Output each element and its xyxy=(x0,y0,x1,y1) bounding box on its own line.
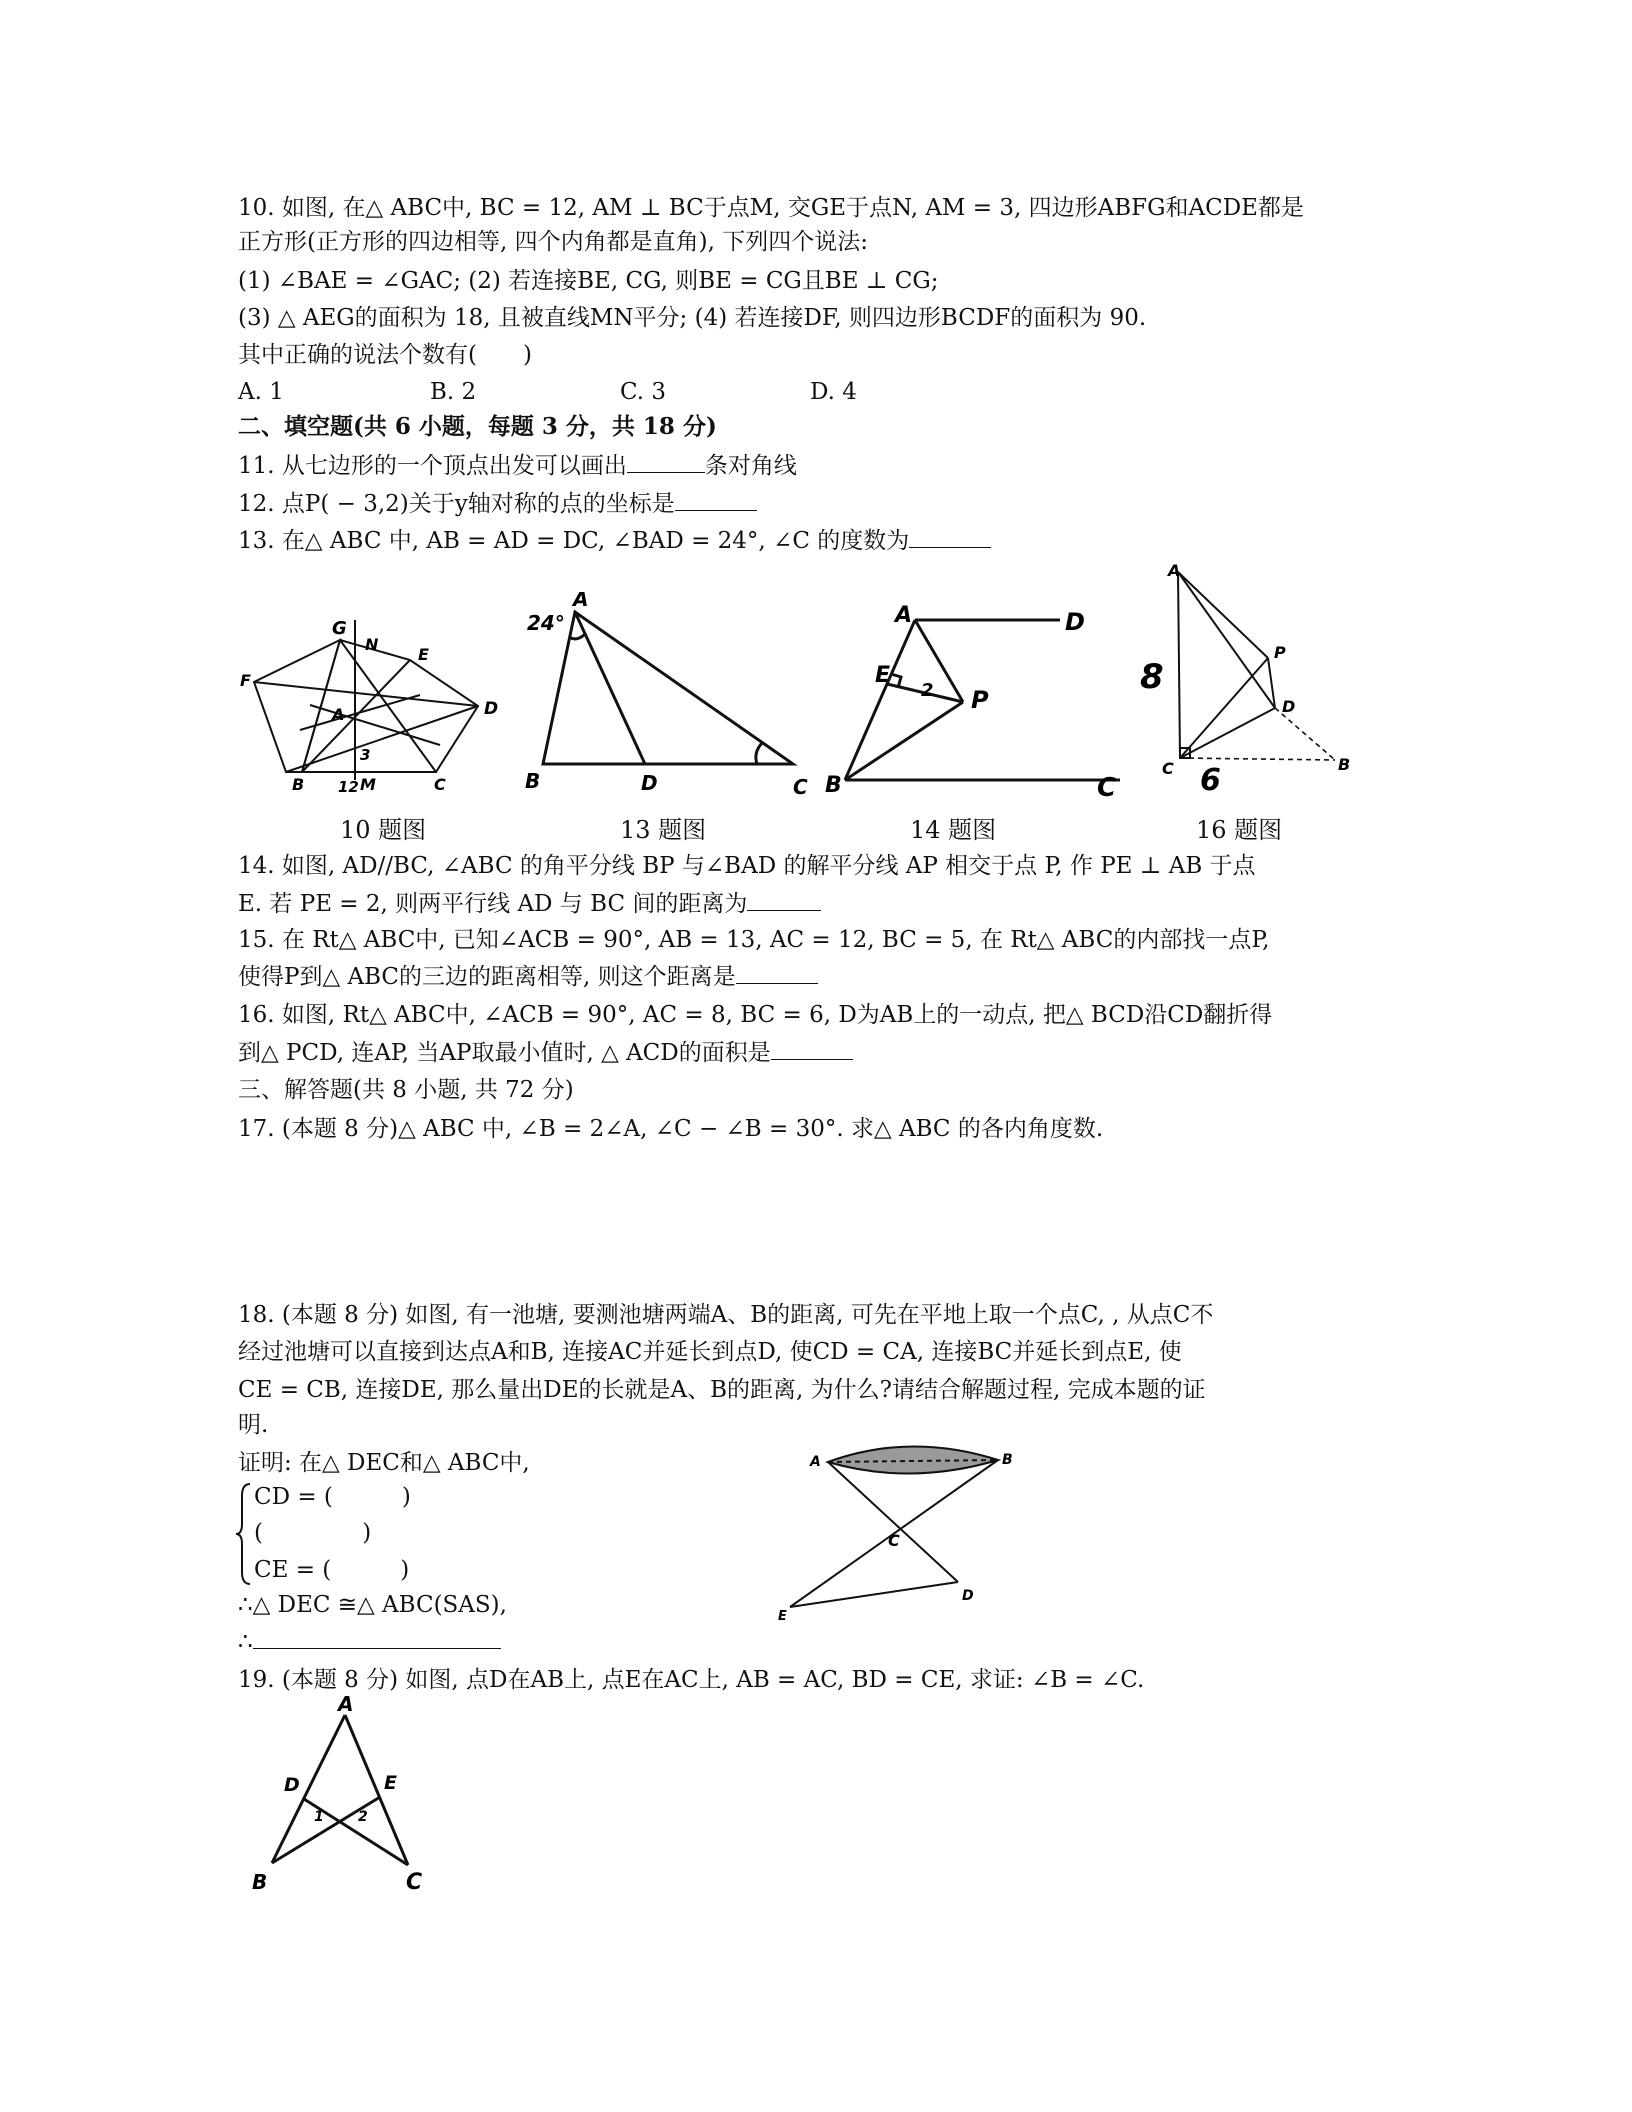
figure-14 xyxy=(825,600,1135,805)
f19-label-e: E xyxy=(384,1772,397,1794)
f10-label-a: A xyxy=(332,705,345,724)
f18-label-b: B xyxy=(1002,1452,1013,1468)
q10-option-d: D. 4 xyxy=(810,379,857,405)
figure-19 xyxy=(240,1695,440,1895)
q14-line1: 14. 如图, AD//BC, ∠ABC 的角平分线 BP 与∠BAD 的解平分线 AP 相交于点 P, 作 PE ⊥ AB 于点 xyxy=(238,853,1256,879)
f14-label-c: C xyxy=(1097,773,1117,803)
q10-line5: 其中正确的说法个数有( ) xyxy=(238,342,532,368)
q12-stem: 12. 点P( − 3,2)关于y轴对称的点的坐标是 xyxy=(238,491,675,517)
caption-figure-16: 16 题图 xyxy=(1196,816,1283,844)
q14-line2 xyxy=(238,888,821,919)
q15-line1: 15. 在 Rt△ ABC中, 已知∠ACB = 90°, AB = 13, AC = 12, BC = 5, 在 Rt△ ABC的内部找一点P, xyxy=(238,927,1270,953)
f10-label-3: 3 xyxy=(360,746,371,764)
q18-therefore-symbol: ∴ xyxy=(238,1629,253,1655)
caption-figure-14: 14 题图 xyxy=(910,816,997,844)
figure-13 xyxy=(515,592,815,807)
f16-label-p: P xyxy=(1274,643,1286,662)
f13-label-d: D xyxy=(641,771,658,795)
f13-label-b: B xyxy=(525,769,541,793)
q18-conclusion: ∴△ DEC ≅△ ABC(SAS), xyxy=(238,1592,507,1618)
f14-label-d: D xyxy=(1065,608,1085,636)
f16-label-6: 6 xyxy=(1200,763,1221,798)
proof-brace xyxy=(234,1482,254,1586)
f16-label-c: C xyxy=(1162,759,1174,778)
f19-label-d: D xyxy=(284,1774,300,1796)
f14-label-e: E xyxy=(875,663,891,688)
q13-text xyxy=(238,525,991,556)
q18-line3: CE = CB, 连接DE, 那么量出DE的长就是A、B的距离, 为什么?请结合解题过程, 完成本题的证 xyxy=(238,1377,1206,1403)
f10-label-f: F xyxy=(240,671,251,690)
q14-stem: E. 若 PE = 2, 则两平行线 AD 与 BC 间的距离为 xyxy=(238,891,748,917)
f16-label-8: 8 xyxy=(1140,657,1164,697)
f19-label-1: 1 xyxy=(314,1809,324,1825)
f14-label-2: 2 xyxy=(921,680,934,701)
f14-label-a: A xyxy=(895,603,913,628)
f18-label-e: E xyxy=(778,1609,787,1622)
q18-proof-row1: CD = ( ) xyxy=(254,1484,411,1510)
q16-stem: 到△ PCD, 连AP, 当AP取最小值时, △ ACD的面积是 xyxy=(238,1040,771,1066)
q11-stem: 11. 从七边形的一个顶点出发可以画出 xyxy=(238,453,627,479)
q18-line1: 18. (本题 8 分) 如图, 有一池塘, 要测池塘两端A、B的距离, 可先在平地上取一个点C, , 从点C不 xyxy=(238,1302,1214,1328)
q11-tail: 条对角线 xyxy=(704,453,797,479)
section2-heading: 二、填空题(共 6 小题，每题 3 分，共 18 分) xyxy=(238,413,717,440)
f10-label-g: G xyxy=(332,618,347,639)
q12-blank xyxy=(675,488,757,511)
f10-label-b: B xyxy=(292,775,305,794)
f14-label-p: P xyxy=(971,686,989,714)
f16-label-d: D xyxy=(1282,697,1296,716)
q10-option-b: B. 2 xyxy=(430,379,477,405)
f13-label-c: C xyxy=(793,775,808,799)
f10-label-12: 12 xyxy=(338,778,359,796)
f10-label-n: N xyxy=(365,635,379,654)
figure-18 xyxy=(770,1432,1030,1622)
f14-label-b: B xyxy=(825,773,842,798)
f13-label-angle: 24° xyxy=(527,611,565,635)
q18-therefore xyxy=(238,1626,501,1657)
f10-label-d: D xyxy=(484,699,499,719)
q18-proof-row2: ( ) xyxy=(254,1520,372,1546)
f16-label-a: A xyxy=(1168,561,1181,580)
f18-label-c: C xyxy=(888,1531,900,1550)
f10-label-e: E xyxy=(418,645,429,664)
q18-proof-intro: 证明: 在△ DEC和△ ABC中, xyxy=(238,1450,530,1476)
f19-label-c: C xyxy=(406,1870,423,1895)
f10-label-m: M xyxy=(360,775,376,794)
q16-line1: 16. 如图, Rt△ ABC中, ∠ACB = 90°, AC = 8, BC = 6, D为AB上的一动点, 把△ BCD沿CD翻折得 xyxy=(238,1002,1273,1028)
q10-option-a: A. 1 xyxy=(238,379,284,405)
q18-line4: 明. xyxy=(238,1412,269,1438)
q15-stem: 使得P到△ ABC的三边的距离相等, 则这个距离是 xyxy=(238,964,736,990)
f19-label-a: A xyxy=(338,1695,354,1716)
q13-blank xyxy=(909,525,991,548)
f16-label-b: B xyxy=(1338,755,1351,774)
caption-figure-13: 13 题图 xyxy=(620,816,707,844)
q17-text: 17. (本题 8 分)△ ABC 中, ∠B = 2∠A, ∠C − ∠B = 30°. 求△ ABC 的各内角度数. xyxy=(238,1116,1104,1142)
q14-blank xyxy=(747,888,821,911)
f18-label-d: D xyxy=(962,1588,974,1604)
q15-line2 xyxy=(238,961,818,992)
q13-stem: 13. 在△ ABC 中, AB = AD = DC, ∠BAD = 24°, ∠C 的度数为 xyxy=(238,528,910,554)
q10-line2: 正方形(正方形的四边相等, 四个内角都是直角), 下列四个说法: xyxy=(238,229,868,255)
q18-therefore-blank xyxy=(253,1626,501,1649)
caption-figure-10: 10 题图 xyxy=(340,816,427,844)
q10-line4: (3) △ AEG的面积为 18, 且被直线MN平分; (4) 若连接DF, 则四边形BCDF的面积为 90. xyxy=(238,305,1147,331)
f19-label-2: 2 xyxy=(358,1809,368,1825)
f13-label-a: A xyxy=(573,592,589,611)
q10-line3: (1) ∠BAE = ∠GAC; (2) 若连接BE, CG, 则BE = CG且BE ⊥ CG; xyxy=(238,268,939,294)
q16-blank xyxy=(771,1037,853,1060)
q11-text xyxy=(238,450,797,481)
q18-proof-row3: CE = ( ) xyxy=(254,1557,410,1583)
q16-line2 xyxy=(238,1037,853,1068)
q12-text xyxy=(238,488,757,519)
q10-option-c: C. 3 xyxy=(620,379,667,405)
q18-line2: 经过池塘可以直接到达点A和B, 连接AC并延长到点D, 使CD = CA, 连接BC并延长到点E, 使 xyxy=(238,1339,1182,1365)
q11-blank xyxy=(627,450,705,473)
q10-line1: 10. 如图, 在△ ABC中, BC = 12, AM ⊥ BC于点M, 交GE于点N, AM = 3, 四边形ABFG和ACDE都是 xyxy=(238,195,1304,221)
figure-10 xyxy=(240,610,500,800)
figure-16 xyxy=(1140,558,1360,798)
f18-label-a: A xyxy=(810,1454,821,1470)
f19-label-b: B xyxy=(252,1870,268,1894)
q19-text: 19. (本题 8 分) 如图, 点D在AB上, 点E在AC上, AB = AC, BD = CE, 求证: ∠B = ∠C. xyxy=(238,1667,1145,1693)
f10-label-c: C xyxy=(434,775,446,794)
q15-blank xyxy=(736,961,818,984)
section3-heading: 三、解答题(共 8 小题, 共 72 分) xyxy=(238,1077,574,1103)
